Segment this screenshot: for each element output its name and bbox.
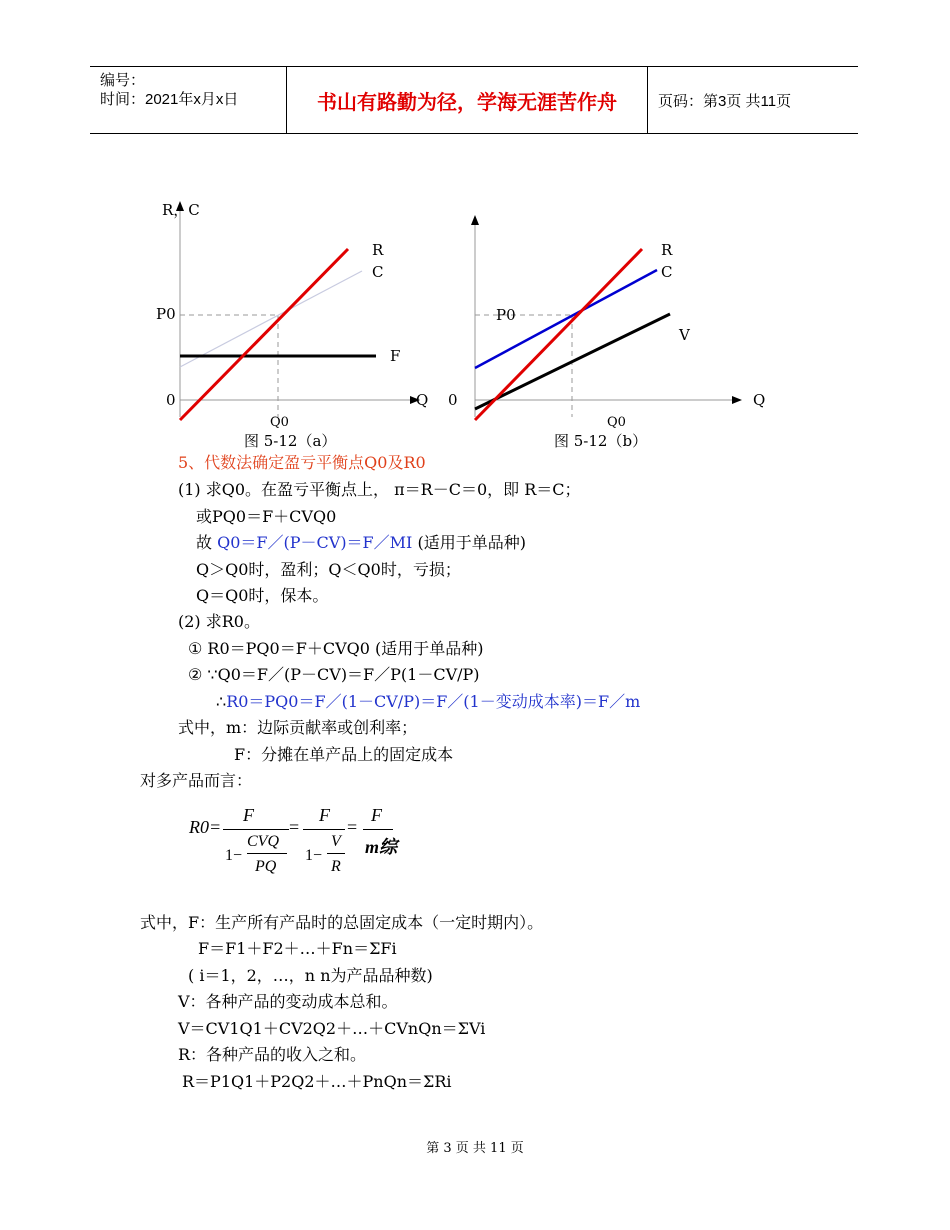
- line-2: 或PQ0＝F＋CVQ0: [196, 507, 337, 526]
- fig-b-c-label: C: [661, 263, 673, 281]
- line-10: 式中，m：边际贡献率或创利率；: [178, 718, 418, 737]
- multi-product-formula: [185, 805, 445, 890]
- fig-b-x-label: Q: [753, 391, 766, 409]
- fig-a-x-label: Q: [416, 391, 429, 409]
- line-13: 式中，F：生产所有产品时的总固定成本（一定时期内）。: [140, 913, 544, 932]
- formula-f2-den-num: V: [331, 833, 341, 850]
- line-1: (1) 求Q0。在盈亏平衡点上， π＝R－C＝0，即 R＝C；: [178, 480, 581, 499]
- fig-a-c-line: [180, 271, 362, 367]
- formula-f1-den-a: 1−: [225, 847, 243, 864]
- line-5: Q＝Q0时，保本。: [196, 586, 329, 605]
- formula-f2-den-den: R: [331, 858, 341, 875]
- number-label: 编号：: [100, 72, 146, 89]
- line-9: [216, 691, 640, 713]
- fig-a-f-label: F: [390, 347, 401, 365]
- line-8: ② ∵Q0＝F／(P－CV)＝F／P(1－CV/P): [188, 665, 480, 684]
- formula-eq-2: =: [347, 817, 358, 837]
- formula-f1-den-bar: [247, 853, 287, 854]
- fig-b-y-arrow: [471, 215, 479, 225]
- formula-f1-den-den: PQ: [255, 858, 277, 875]
- fig-a-c-label: C: [372, 263, 384, 281]
- fig-a-y-label: R，C: [162, 201, 200, 219]
- line-19: R＝P1Q1＋P2Q2＋…＋PnQn＝ΣRi: [182, 1072, 452, 1091]
- figure-b: [440, 195, 780, 455]
- fig-b-caption: 图 5-12（b）: [554, 432, 648, 450]
- line-15: ( i＝1，2，…，n n为产品品种数): [188, 966, 433, 985]
- fig-a-r-label: R: [372, 241, 384, 259]
- formula-f3-bar: [363, 829, 393, 830]
- header-meta: [100, 71, 286, 109]
- fig-b-x-arrow: [732, 396, 742, 404]
- line-9-prefix: ∴: [216, 692, 227, 711]
- line-12: 对多产品而言：: [140, 771, 253, 790]
- fig-a-p0-label: P0: [156, 305, 176, 323]
- formula-f2-den-a: 1−: [305, 847, 323, 864]
- formula-f2-bar: [303, 829, 345, 830]
- fig-a-r-line: [180, 249, 348, 420]
- formula-f1-bar: [223, 829, 289, 830]
- figure-a: [150, 195, 440, 455]
- time-label: 时间：2021年x月x日: [100, 91, 239, 108]
- formula-f3-den: m综: [365, 837, 398, 857]
- section-title: 5、代数法确定盈亏平衡点Q0及R0: [178, 453, 426, 472]
- line-3-note: (适用于单品种): [417, 533, 526, 552]
- header-motto: 书山有路勤为径，学海无涯苦作舟: [286, 67, 648, 133]
- formula-f2-den-bar: [327, 853, 345, 854]
- formula-f2-num: F: [319, 805, 330, 825]
- page-label: 页码：第3页 共11页: [658, 92, 792, 110]
- formula-f3-num: F: [371, 805, 382, 825]
- fig-a-caption: 图 5-12（a）: [244, 432, 337, 450]
- fig-a-origin: 0: [166, 391, 176, 409]
- page-header: [90, 66, 858, 134]
- line-3-prefix: 故: [196, 533, 213, 552]
- line-3-formula: Q0＝F／(P－CV)＝F／MI: [217, 533, 413, 552]
- line-3: [196, 532, 526, 554]
- fig-b-q0-label: Q0: [607, 415, 626, 430]
- line-9-formula: R0＝PQ0＝F／(1－CV/P)＝F／(1－变动成本率)＝F／m: [226, 692, 641, 711]
- fig-b-r-label: R: [661, 241, 673, 259]
- line-11: F：分摊在单产品上的固定成本: [234, 745, 454, 764]
- line-17: V＝CV1Q1＋CV2Q2＋…＋CVnQn＝ΣVi: [178, 1019, 486, 1038]
- line-16: V：各种产品的变动成本总和。: [178, 992, 398, 1011]
- line-7: ① R0＝PQ0＝F＋CVQ0 (适用于单品种): [188, 639, 484, 658]
- line-18: R：各种产品的收入之和。: [178, 1045, 367, 1064]
- page-footer: 第 3 页 共 11 页: [426, 1141, 524, 1156]
- line-14: F＝F1＋F2＋…＋Fn＝ΣFi: [198, 939, 397, 958]
- fig-b-r-line: [475, 249, 642, 420]
- line-6: (2) 求R0。: [178, 612, 260, 631]
- fig-b-v-label: V: [679, 326, 690, 344]
- fig-b-origin: 0: [448, 391, 458, 409]
- line-4: Q＞Q0时，盈利；Q＜Q0时，亏损；: [196, 560, 461, 579]
- formula-eq-1: =: [289, 817, 300, 837]
- fig-a-q0-label: Q0: [270, 415, 289, 430]
- formula-f1-den-num: CVQ: [247, 833, 279, 850]
- formula-lhs: R0=: [189, 817, 222, 837]
- formula-f1-num: F: [243, 805, 254, 825]
- fig-b-p0-label: P0: [496, 306, 516, 324]
